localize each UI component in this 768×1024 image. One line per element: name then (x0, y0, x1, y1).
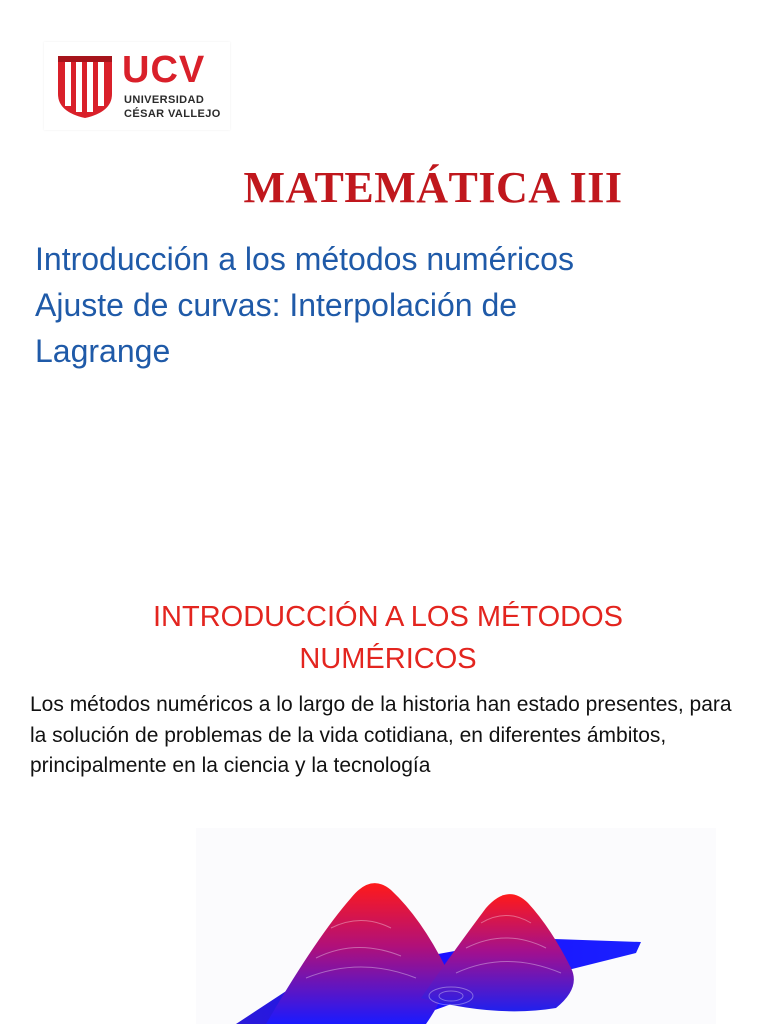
slide-2 (0, 560, 768, 1024)
subtitle-line: Introducción a los métodos numéricos (35, 241, 574, 277)
slide-subtitle (35, 236, 735, 374)
surface-plot-image (196, 828, 716, 1024)
ucv-logo (44, 42, 230, 130)
subtitle-line: Ajuste de curvas: Interpolación de (35, 287, 518, 323)
intro-paragraph: Los métodos numéricos a lo largo de la historia han estado presentes, para la solución de problemas de la vida cotidiana, en diferentes ámbitos, principalmente en la ciencia y la tecnología (30, 693, 732, 777)
page-title: MATEMÁTICA III (243, 163, 623, 212)
ucv-shield-icon (56, 54, 114, 120)
logo-line-1: UNIVERSIDAD (124, 94, 205, 106)
section-title-line: NUMÉRICOS (299, 643, 477, 675)
logo-brand: UCV (122, 49, 206, 91)
section-title-line: INTRODUCCIÓN A LOS MÉTODOS (153, 601, 623, 633)
logo-line-2: CÉSAR VALLEJO (124, 108, 221, 120)
subtitle-line: Lagrange (35, 333, 171, 369)
section-title (0, 596, 768, 680)
